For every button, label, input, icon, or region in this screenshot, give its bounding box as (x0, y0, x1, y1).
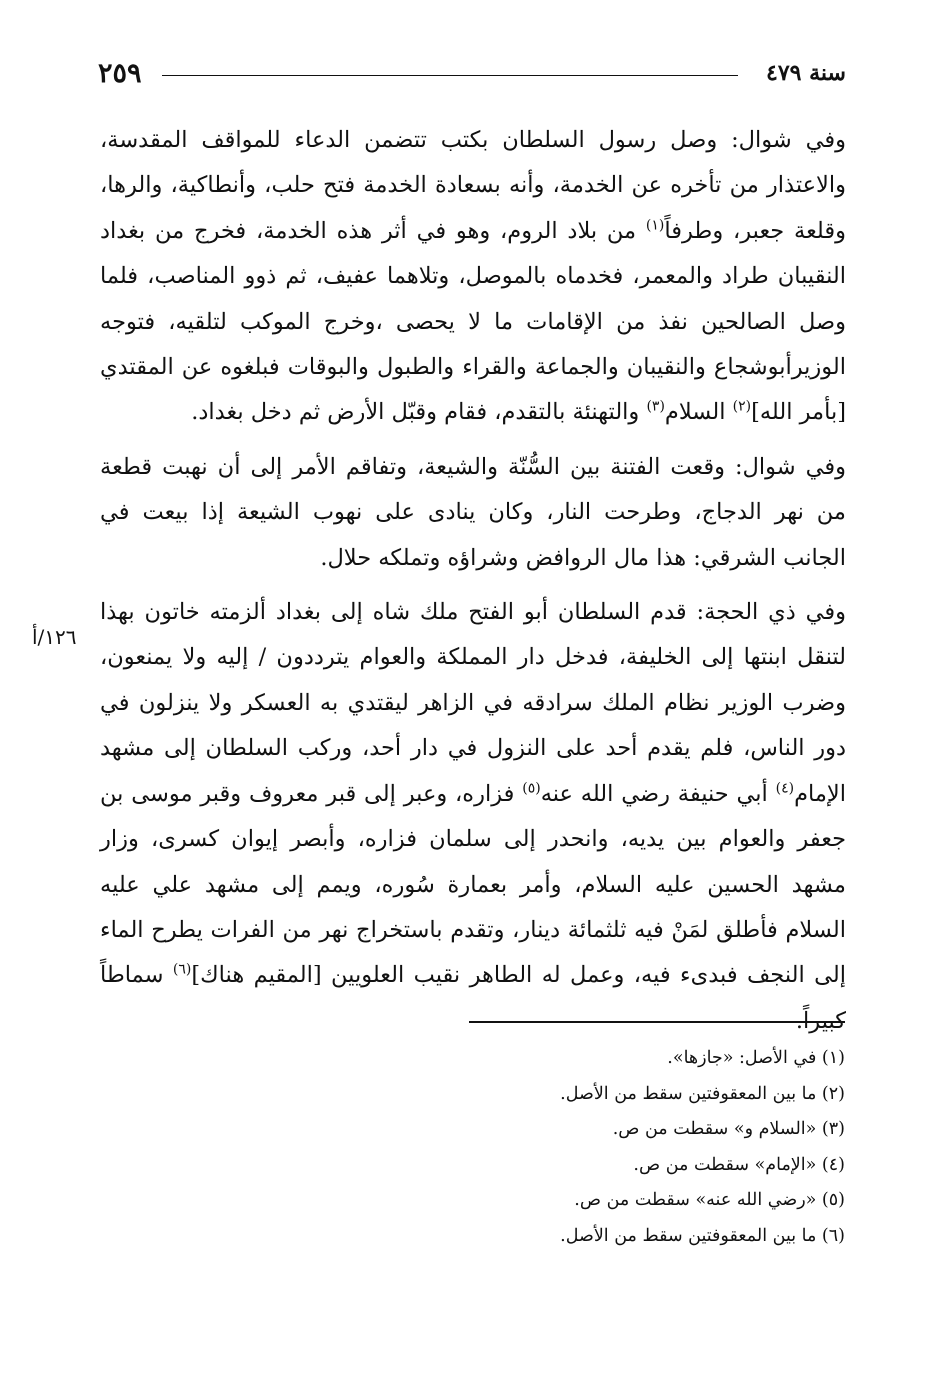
paragraph-text: وفي شوال: وصل رسول السلطان بكتب تتضمن الدعاء للمواقف المقدسة، والاعتذار من تأخره عن الخدمة، وأنه بسعادة الخدمة فتح حلب، وأنطاكية، والرها، وقلعة جعبر، وطرفاً (100, 127, 847, 244)
paragraph-text: من بلاد الروم، وهو في أثر هذه الخدمة، فخرج من بغداد النقيبان طراد والمعمر، فخدماه بالموصل، وتلاهما عفيف، ثم ذوو المناصب، فلما وصل الصالحين نفذ من الإقامات ما لا يحصى ،وخرج الموكب لتلقيه، فتوجه الوزيرأبوشجاع والنقيبان والجماعة والقراء والطبول والبوقات فبلغوه عن المقتدي [بأمر الله] (100, 217, 846, 426)
page-number: ٢٥٩ (98, 58, 142, 89)
footnote-2: (٢) ما بين المعقوفتين سقط من الأصل. (560, 1083, 845, 1104)
paragraph-text: وفي ذي الحجة: قدم السلطان أبو الفتح ملك شاه إلى بغداد ألزمته خاتون بهذا لتنقل ابنتها إلى الخليفة، فدخل دار المملكة والعوام يترددون / إليه ولا يمنعون، وضرب الوزير نظام الملك سرادقه في الزاهر ليقتدي به العسكر ولا ينزلون في دور الناس، فلم يقدم أحد على النزول في دار أحد، وركب السلطان إلى مشهد الإمام (100, 599, 846, 807)
manuscript-folio-note: ١٢٦/أ (32, 625, 77, 649)
footnote-ref-3: (٣) (646, 398, 665, 415)
footnote-ref-1: (١) (645, 217, 665, 234)
running-header-year: سنة ٤٧٩ (766, 60, 846, 86)
footnote-ref-6: (٦) (172, 961, 192, 978)
footnote-3: (٣) «السلام و» سقطت من ص. (612, 1119, 845, 1139)
paragraph-shawwal-fitna (100, 445, 846, 581)
paragraph-text: سماطاً كبيراً. (100, 962, 846, 1034)
footnote-1: (١) في الأصل: «جازها». (667, 1048, 845, 1068)
paragraph-text: وفي شوال: وقعت الفتنة بين السُّنّة والشيعة، وتفاقم الأمر إلى أن نهبت قطعة من نهر الدجاج، وطرحت النار، وكان ينادى على نهوب الشيعة إذا بيعت في الجانب الشرقي: هذا مال الروافض وشراؤه وتملكه حلال. (100, 453, 846, 571)
paragraph-text: أبي حنيفة رضي الله عنه (540, 780, 776, 807)
footnote-5: (٥) «رضي الله عنه» سقطت من ص. (574, 1190, 845, 1210)
paragraph-text: والتهنئة بالتقدم، فقام وقبّل الأرض ثم دخل بغداد. (191, 399, 647, 426)
footnote-ref-2: (٢) (732, 398, 752, 415)
footnote-6: (٦) ما بين المعقوفتين سقط من الأصل. (560, 1225, 845, 1246)
paragraph-dhul-hijja (100, 590, 846, 1044)
footnote-4: (٤) «الإمام» سقطت من ص. (633, 1154, 845, 1175)
page-header (98, 58, 846, 94)
paragraph-shawwal-envoy (100, 118, 846, 436)
paragraph-text: السلام (664, 399, 733, 426)
footnote-ref-5: (٥) (522, 780, 541, 797)
paragraph-text: فزاره، وعبر إلى قبر معروف وقبر موسى بن جعفر والعوام بين يديه، وانحدر إلى سلمان فزاره، وأبصر إيوان كسرى، وزار مشهد الحسين عليه السلام، وأمر بعمارة سُوره، ويمم إلى مشهد علي عليه السلام فأطلق لمَنْ فيه ثلثمائة دينار، وتقدم باستخراج نهر من الفرات يطرح الماء إلى النجف فبدىء فيه، وعمل له الطاهر نقيب العلويين [المقيم هناك] (100, 780, 846, 989)
footnote-rule (469, 1021, 845, 1023)
header-rule (162, 75, 738, 76)
main-text (100, 118, 846, 1053)
footnotes (485, 1041, 845, 1254)
footnote-ref-4: (٤) (775, 780, 795, 797)
